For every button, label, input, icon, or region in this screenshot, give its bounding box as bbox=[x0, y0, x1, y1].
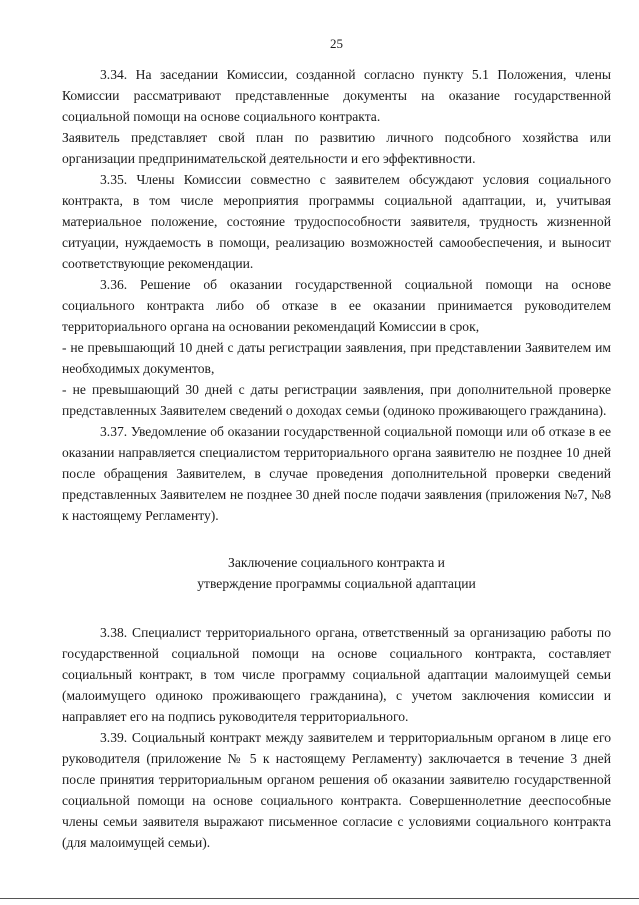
paragraph-3-37: 3.37. Уведомление об оказании государственной социальной помощи или об отказе в ее оказании направляется специалистом территориального органа заявителю не позднее 10 дней после обращения Заявителем, в случае проведения дополнительной проверки сведений представленных Заявителем не позднее 30 дней после подачи заявления (приложения №7, №8 к настоящему Регламенту). bbox=[62, 424, 611, 523]
paragraph-applicant-plan: Заявитель представляет свой план по развитию личного подсобного хозяйства или организации предпринимательской деятельности и его эффективности. bbox=[62, 130, 611, 166]
paragraph-3-38: 3.38. Специалист территориального органа, ответственный за организацию работы по государственной социальной помощи на основе социального контракта, составляет социальный контракт, в том числе программу социальной адаптации малоимущей семьи (малоимущего одиноко проживающего гражданина), с учетом заключения комиссии и направляет его на подпись руководителя территориального. bbox=[62, 625, 611, 724]
list-item-30-days: - не превышающий 30 дней с даты регистрации заявления, при дополнительной проверке представленных Заявителем сведений о доходах семьи (одиноко проживающего гражданина). bbox=[62, 382, 611, 418]
paragraphs-bottom bbox=[62, 622, 611, 853]
page-bottom-edge bbox=[0, 898, 639, 899]
paragraph-3-35: 3.35. Члены Комиссии совместно с заявителем обсуждают условия социального контракта, в том числе мероприятия программы социальной адаптации, и, учитывая материальное положение, состояние трудоспособности заявителя, трудность жизненной ситуации, нуждаемость в помощи, реализацию возможностей самообеспечения, и выносит соответствующие рекомендации. bbox=[62, 172, 611, 271]
paragraphs-top bbox=[62, 64, 611, 526]
section-heading bbox=[62, 552, 611, 594]
list-item-10-days: - не превышающий 10 дней с даты регистрации заявления, при представлении Заявителем им необходимых документов, bbox=[62, 340, 611, 376]
section-heading-line-1: Заключение социального контракта и bbox=[228, 555, 445, 570]
paragraph-3-34: 3.34. На заседании Комиссии, созданной согласно пункту 5.1 Положения, члены Комиссии рассматривают представленные документы на оказание государственной социальной помощи на основе социального контракта. bbox=[62, 67, 611, 124]
page-number: 25 bbox=[330, 36, 343, 51]
paragraph-3-39: 3.39. Социальный контракт между заявителем и территориальным органом в лице его руководителя (приложение № 5 к настоящему Регламенту) заключается в течение 3 дней после принятия территориальным органом решения об оказании заявителю государственной социальной помощи на основе социального контракта. Совершеннолетние дееспособные члены семьи заявителя выражают письменное согласие с условиями социального контракта (для малоимущей семьи). bbox=[62, 730, 611, 850]
section-heading-line-2: утверждение программы социальной адаптации bbox=[197, 576, 476, 591]
paragraph-3-36: 3.36. Решение об оказании государственной социальной помощи на основе социального контракта либо об отказе в ее оказании принимается руководителем территориального органа на основании рекомендаций Комиссии в срок, bbox=[62, 277, 611, 334]
